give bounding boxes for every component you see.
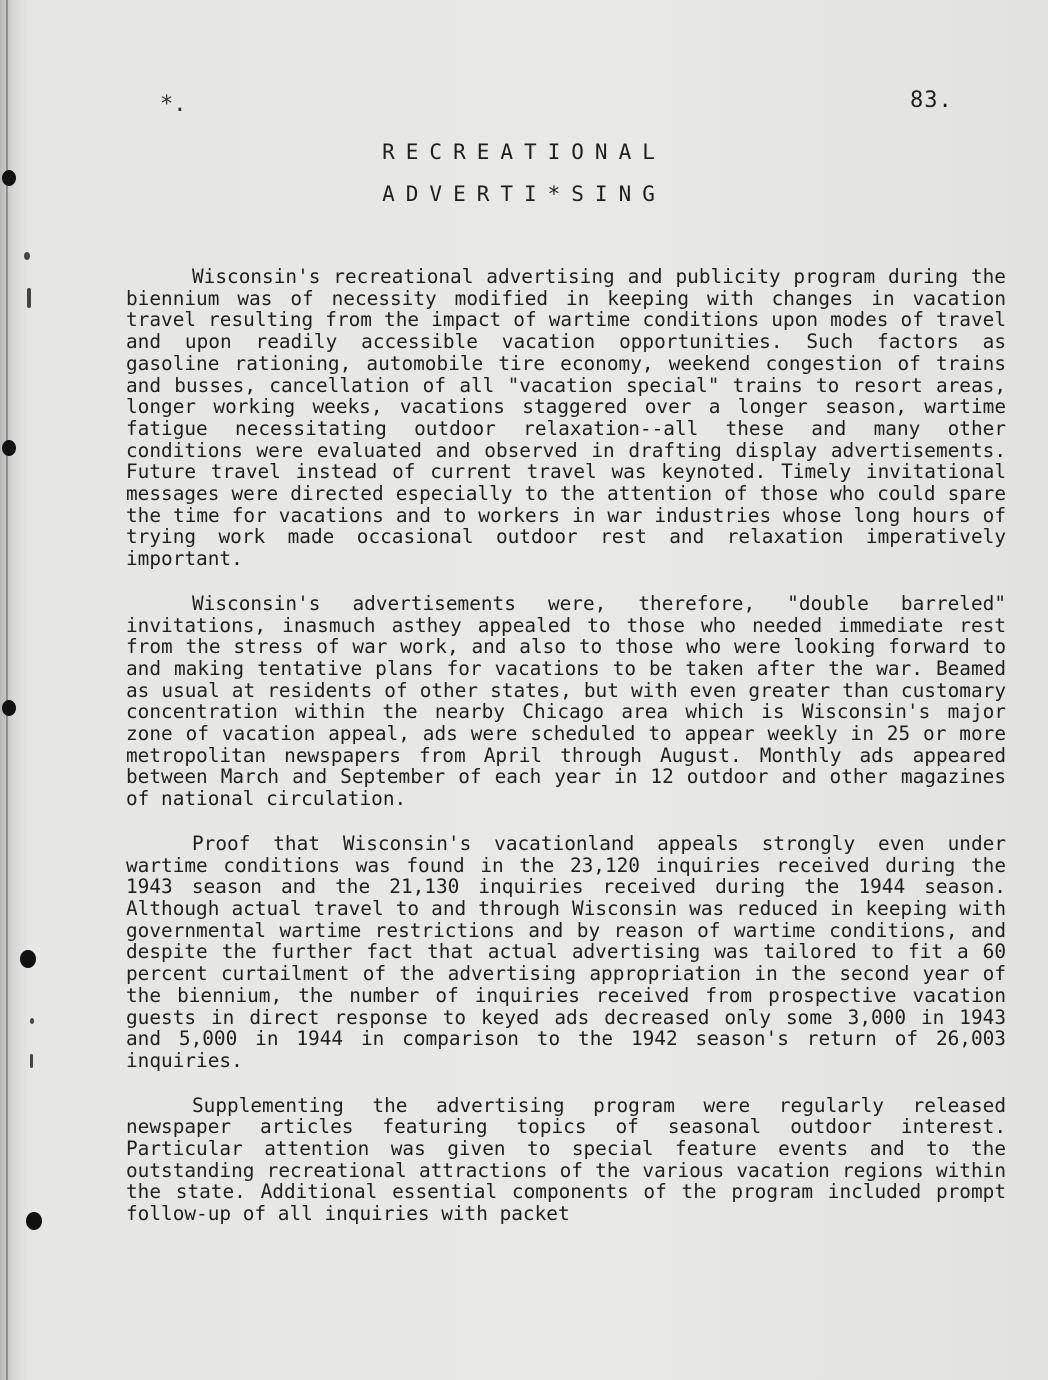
- speck-mark: [30, 1054, 33, 1068]
- speck-mark: [24, 252, 30, 260]
- title-line-1: RECREATIONAL: [382, 140, 666, 164]
- page-number: 83.: [910, 88, 953, 113]
- paragraph-2: Wisconsin's advertisements were, therefore, "double barreled" invitations, inasmuch asthey appealed to those who needed immediate rest from the stress of war work, and also to those who were looking forward to and making tentative plans for vacations to be taken after the war. Beamed as usual at residents of other states, but with even greater than customary concentration within the nearby Chicago area which is Wisconsin's major zone of vacation appeal, ads were scheduled to appear weekly in 25 or more metropolitan newspapers from April through August. Monthly ads appeared between March and September of each year in 12 outdoor and other magazines of national circulation.: [126, 591, 1006, 811]
- paragraph-3: Proof that Wisconsin's vacationland appeals strongly even under wartime conditions was found in the 23,120 inquiries received during the 1943 season and the 21,130 inquiries received during the 1944 season. Although actual travel to and through Wisconsin was reduced in keeping with governmental wartime restrictions and by reason of wartime conditions, and despite the further fact that actual advertising was tailored to fit a 60 percent curtailment of the advertising appropriation in the second year of the biennium, the number of inquiries received from prospective vacation guests in direct response to keyed ads decreased only some 3,000 in 1943 and 5,000 in 1944 in comparison to the 1942 season's return of 26,003 inquiries.: [126, 831, 1006, 1072]
- binder-hole: [2, 700, 16, 716]
- corner-mark: *.: [160, 92, 187, 117]
- speck-mark: [30, 1018, 34, 1024]
- page-edge: [6, 0, 8, 1380]
- binder-hole: [2, 440, 16, 456]
- paragraph-1: Wisconsin's recreational advertising and publicity program during the biennium was of necessity modified in keeping with changes in vacation travel resulting from the impact of wartime conditions upon modes of travel and upon readily accessible vacation opportunities. Such factors as gasoline rationing, automobile tire economy, weekend congestion of trains and busses, cancellation of all "vacation special" trains to resort areas, longer working weeks, vacations staggered over a longer season, wartime fatigue necessitating outdoor relaxation--all these and many other conditions were evaluated and observed in drafting display advertisements. Future travel instead of current travel was keynoted. Timely invitational messages were directed especially to the attention of those who could spare the time for vacations and to workers in war industries whose long hours of trying work made occasional outdoor rest and relaxation imperatively important.: [126, 265, 1006, 571]
- title-line-2: ADVERTI*SING: [382, 182, 666, 206]
- paragraph-4: Supplementing the advertising program were regularly released newspaper articles featuring topics of seasonal outdoor interest. Particular attention was given to special feature events and to the outstanding recreational attractions of the various vacation regions within the state. Additional essential components of the program included prompt follow-up of all inquiries with packet: [126, 1093, 1006, 1226]
- speck-mark: [27, 288, 31, 308]
- binder-hole: [20, 950, 36, 968]
- body-text: [126, 266, 1006, 1248]
- binder-hole: [26, 1212, 42, 1230]
